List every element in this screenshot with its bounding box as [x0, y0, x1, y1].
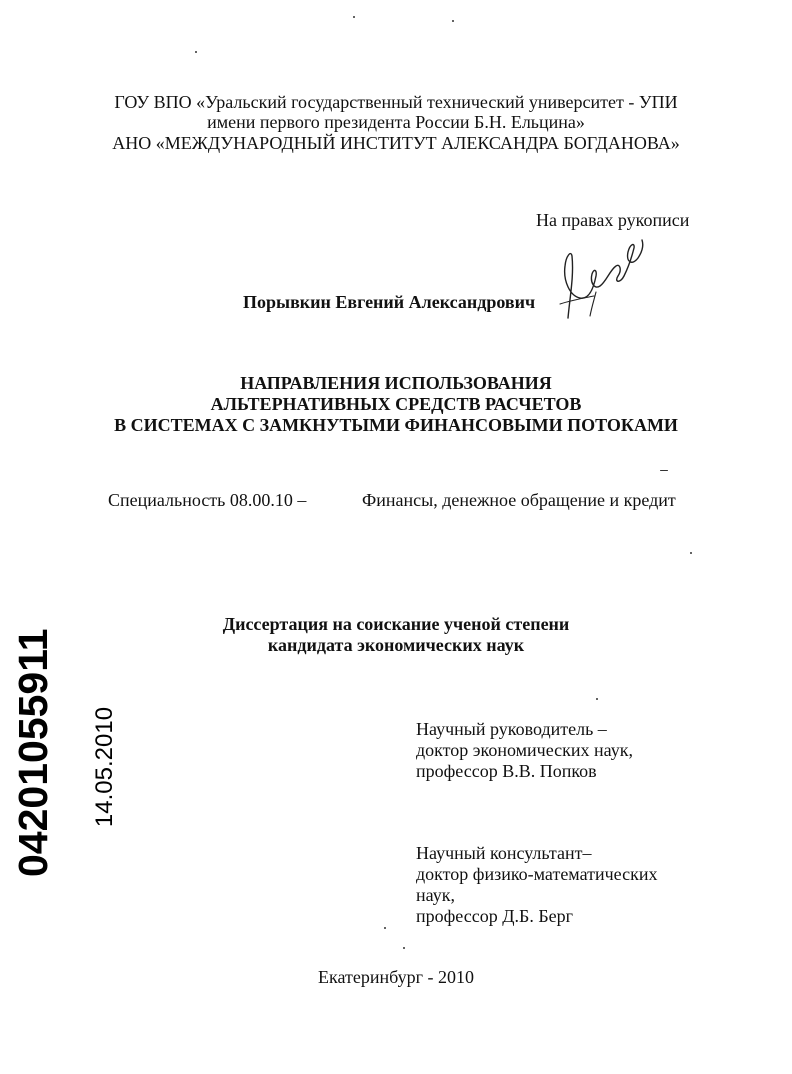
scan-speck	[353, 16, 355, 18]
rights-note: На правах рукописи	[536, 210, 690, 230]
title-line-3: В СИСТЕМАХ С ЗАМКНУТЫМИ ФИНАНСОВЫМИ ПОТОКАМИ	[114, 415, 678, 435]
specialty-label: Специальность 08.00.10 –	[108, 490, 307, 510]
scan-speck	[660, 470, 668, 471]
scan-speck	[452, 20, 454, 22]
title-line-1: НАПРАВЛЕНИЯ ИСПОЛЬЗОВАНИЯ	[240, 373, 552, 393]
author-name: Порывкин Евгений Александрович	[243, 292, 536, 312]
stamp-date: 14.05.2010	[91, 706, 118, 828]
scan-speck	[195, 51, 197, 53]
dissertation-line-1: Диссертация на соискание ученой степени	[222, 614, 570, 634]
supervisor-line-1: Научный руководитель –	[416, 719, 607, 739]
institution-line-3: АНО «МЕЖДУНАРОДНЫЙ ИНСТИТУТ АЛЕКСАНДРА БОГДАНОВА»	[112, 133, 680, 153]
scan-speck	[596, 698, 598, 700]
scan-speck	[384, 927, 386, 929]
scan-speck	[403, 947, 405, 949]
stamp-number: 04201055911	[10, 628, 56, 877]
specialty-value: Финансы, денежное обращение и кредит	[362, 490, 676, 510]
consultant-line-4: профессор Д.Б. Берг	[416, 906, 574, 926]
institution-line-2: имени первого президента России Б.Н. Ельцина»	[207, 112, 585, 132]
supervisor-line-3: профессор В.В. Попков	[416, 761, 597, 781]
signature-image	[550, 226, 650, 326]
city-year: Екатеринбург - 2010	[318, 967, 474, 987]
supervisor-line-2: доктор экономических наук,	[416, 740, 633, 760]
consultant-line-2: доктор физико-математических	[416, 864, 658, 884]
institution-line-1: ГОУ ВПО «Уральский государственный технический университет - УПИ	[114, 92, 678, 112]
consultant-line-1: Научный консультант–	[416, 843, 592, 863]
scan-speck	[690, 552, 692, 554]
dissertation-line-2: кандидата экономических наук	[267, 635, 525, 655]
title-line-2: АЛЬТЕРНАТИВНЫХ СРЕДСТВ РАСЧЕТОВ	[210, 394, 582, 414]
consultant-line-3: наук,	[416, 885, 455, 905]
